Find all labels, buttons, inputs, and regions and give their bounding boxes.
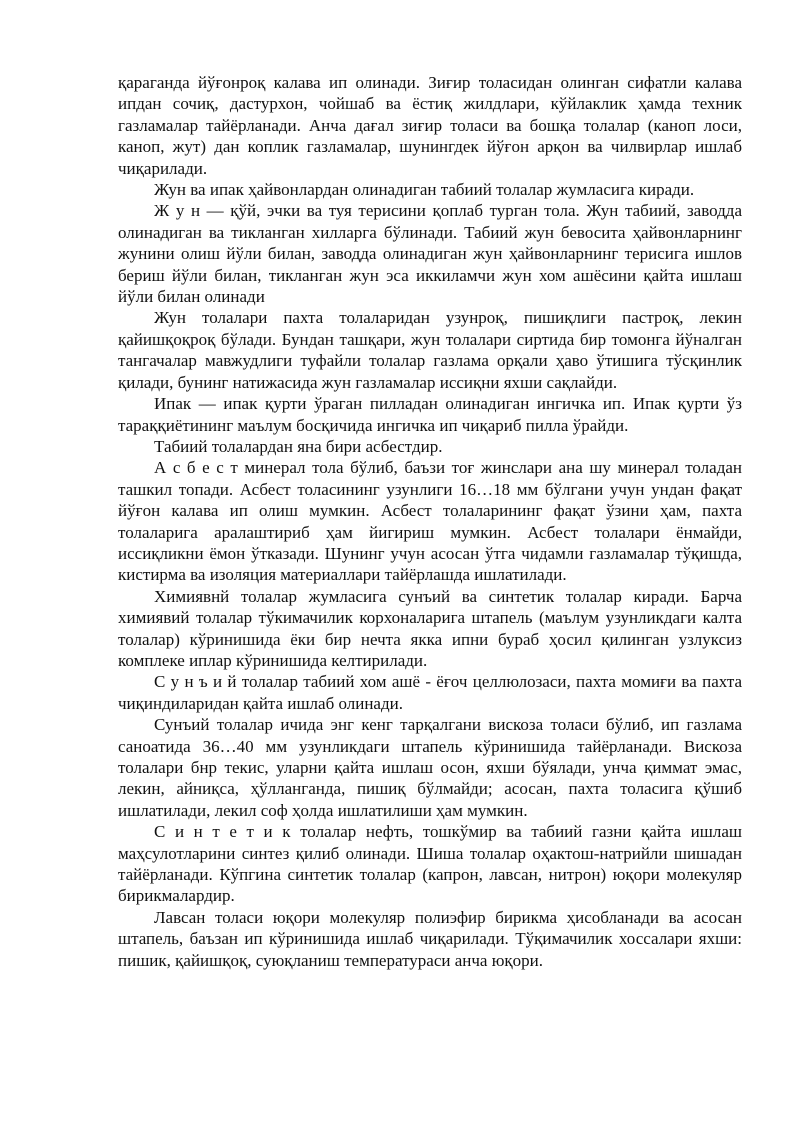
paragraph-7: А с б е с т минерал тола бўлиб, баъзи тоғ жинслари ана шу минерал толадан ташкил топади. Асбест толасининг узунлиги 16…18 мм бўлгани учун ундан фақат йўғон калава ип олиш мумкин. Асбест толаларининг фақат ўзини ҳам, пахта толаларига аралаштириб ҳам йигириш мумкин. Асбест толалари ёнмайди, иссиқликни ёмон ўтказади. Шунинг учун асосан ўтга чидамли газламалар тўқишда, кистирма ва изоляция материаллари тайёрлашда ишлатилади.: [118, 458, 742, 585]
paragraph-4: Жун толалари пахта толаларидан узунроқ, пишиқлиги пастроқ, лекин қайишқоқроқ бўлади. Бундан ташқари, жун толалари сиртида бир томонга йўналган тангачалар мавжудлиги туфайли толалар газлама орқали ҳаво ўтишига тўсқинлик қилади, бунинг натижасида жун газламалар иссиқни яхши сақлайди.: [118, 308, 742, 392]
paragraph-1: қараганда йўғонроқ калава ип олинади. Зиғир толасидан олинган сифатли калава ипдан сочиқ, дастурхон, чойшаб ва ёстиқ жилдлари, кўйлаклик ҳамда техник газламалар тайёрланади. Анча дағал зиғир толаси ва бошқа толалар (каноп лоси, каноп, жут) дан коплик газламалар, шунингдек йўғон арқон ва чилвирлар ишлаб чиқарилади.: [118, 73, 742, 178]
paragraph-10: Сунъий толалар ичида энг кенг тарқалгани вискоза толаси бўлиб, ип газлама саноатида 36…40 мм узунликдаги штапель кўринишида тайёрланади. Вискоза толалари бнр текис, уларни қайта ишлаш осон, яхши бўялади, унча қиммат эмас, лекин, айниқса, ҳўлланганда, пишиқ бўлмайди; асосан, пахта толасига қўшиб ишлатилади, лекил соф ҳолда ишлатилиши ҳам мумкин.: [118, 715, 742, 820]
body-text: [118, 72, 742, 971]
paragraph-9: С у н ъ и й толалар табиий хом ашё - ёғоч целлюлозаси, пахта момиғи ва пахта чиқиндиларидан қайта ишлаб олинади.: [118, 672, 742, 713]
paragraph-3: Ж у н — қўй, эчки ва туя терисини қоплаб турган тола. Жун табиий, заводда олинадиган ва тикланган хилларга бўлинади. Табиий жун бевосита ҳайвонларнинг жунини олиш йўли билан, заводда олинадиган жун ҳайвонларнинг терисига ишлов бериш йўли билан, тикланган жун эса иккиламчи жун хом ашёсини қайта ишлаш йўли билан олинади: [118, 201, 742, 307]
paragraph-6: Табиий толалардан яна бири асбестдир.: [154, 436, 443, 456]
paragraph-5: Ипак — ипак қурти ўраган пилладан олинадиган ингичка ип. Ипак қурти ўз тараққиётининг маълум босқичида ингичка ип чиқариб пилла ўрайди.: [118, 394, 742, 435]
term-wool: Ж у н: [154, 201, 201, 221]
term-artificial: С у н ъ и й: [154, 672, 237, 692]
paragraph-2: Жун ва ипак ҳайвонлардан олинадиган табиий толалар жумласига киради.: [154, 180, 695, 200]
paragraph-8: Химиявнй толалар жумласига сунъий ва синтетик толалар киради. Барча химиявий толалар тўкимачилик корхоналарига штапель (маълум узунликдаги калта толалар) кўринишида ёки бир нечта якка ипни бураб ҳосил қилинган узлуксиз комплеке иплар кўринишида келтирилади.: [118, 586, 742, 670]
term-asbestos: А с б е с т: [154, 458, 238, 478]
term-synthetic: С и н т е т и к: [154, 822, 291, 842]
paragraph-12: Лавсан толаси юқори молекуляр полиэфир бирикма ҳисобланади ва асосан штапель, баъзан ип кўринишида ишлаб чиқарилади. Тўқимачилик хоссалари яхши: пишик, қайишқоқ, суюқланиш температураси анча юқори.: [118, 907, 742, 970]
paragraph-11: С и н т е т и к толалар нефть, тошкўмир ва табиий газни қайта ишлаш маҳсулотларини синтез қилиб олинади. Шиша толалар оҳактош-натрийли шишадан тайёрланади. Кўпгина синтетик толалар (капрон, лавсан, нитрон) юқори молекуляр бирикмалардир.: [118, 822, 742, 906]
